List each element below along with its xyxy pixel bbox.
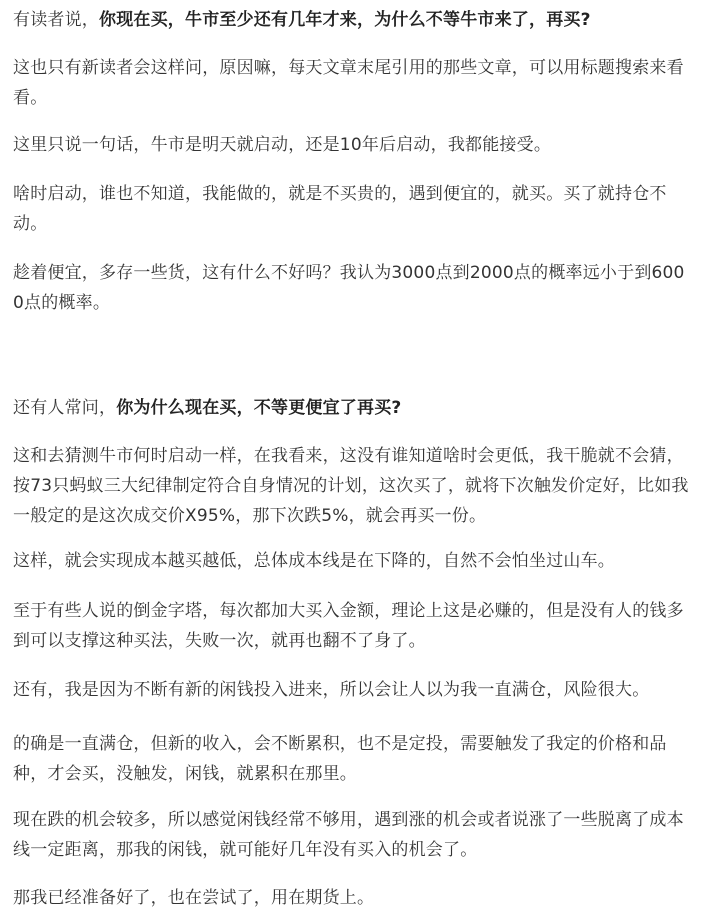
paragraph-1-bold: 你现在买，牛市至少还有几年才来，为什么不等牛市来了，再买? — [99, 10, 591, 30]
paragraph-13-plain: 那我已经准备好了，也在尝试了，用在期货上。 — [13, 888, 375, 908]
paragraph-7 — [13, 441, 693, 531]
paragraph-5 — [13, 258, 693, 318]
paragraph-1 — [13, 5, 693, 35]
paragraph-2-plain: 这也只有新读者会这样问，原因嘛，每天文章末尾引用的那些文章，可以用标题搜索来看看。 — [13, 58, 684, 108]
paragraph-12 — [13, 805, 693, 865]
paragraph-11 — [13, 729, 693, 789]
paragraph-6-bold: 你为什么现在买，不等更便宜了再买? — [116, 398, 402, 418]
paragraph-7-plain: 这和去猜测牛市何时启动一样，在我看来，这没有谁知道啥时会更低，我干脆就不会猜，按73只蚂蚁三大纪律制定符合自身情况的计划，这次买了，就将下次触发价定好，比如我一般定的是这次成交价X95%，那下次跌5%，就会再买一份。 — [13, 446, 689, 526]
paragraph-4 — [13, 179, 693, 239]
paragraph-6 — [13, 393, 693, 423]
paragraph-9-plain: 至于有些人说的倒金字塔，每次都加大买入金额，理论上这是必赚的，但是没有人的钱多到可以支撑这种买法，失败一次，就再也翻不了身了。 — [13, 601, 684, 651]
paragraph-5-plain: 趁着便宜，多存一些货，这有什么不好吗？我认为3000点到2000点的概率远小于到6000点的概率。 — [13, 263, 685, 313]
paragraph-11-plain: 的确是一直满仓，但新的收入，会不断累积，也不是定投，需要触发了我定的价格和品种，才会买，没触发，闲钱，就累积在那里。 — [13, 734, 667, 784]
paragraph-2 — [13, 53, 693, 113]
paragraph-4-plain: 啥时启动，谁也不知道，我能做的，就是不买贵的，遇到便宜的，就买。买了就持仓不动。 — [13, 184, 667, 234]
paragraph-12-plain: 现在跌的机会较多，所以感觉闲钱经常不够用，遇到涨的机会或者说涨了一些脱离了成本线一定距离，那我的闲钱，就可能好几年没有买入的机会了。 — [13, 810, 684, 860]
paragraph-13 — [13, 883, 693, 913]
paragraph-8 — [13, 546, 693, 576]
paragraph-10-plain: 还有，我是因为不断有新的闲钱投入进来，所以会让人以为我一直满仓，风险很大。 — [13, 680, 650, 700]
paragraph-1-plain: 有读者说， — [13, 10, 99, 30]
paragraph-3 — [13, 130, 693, 160]
paragraph-8-plain: 这样，就会实现成本越买越低，总体成本线是在下降的，自然不会怕坐过山车。 — [13, 551, 615, 571]
paragraph-10 — [13, 675, 693, 705]
paragraph-9 — [13, 596, 693, 656]
paragraph-6-plain: 还有人常问， — [13, 398, 117, 418]
paragraph-3-plain: 这里只说一句话，牛市是明天就启动，还是10年后启动，我都能接受。 — [13, 135, 552, 155]
